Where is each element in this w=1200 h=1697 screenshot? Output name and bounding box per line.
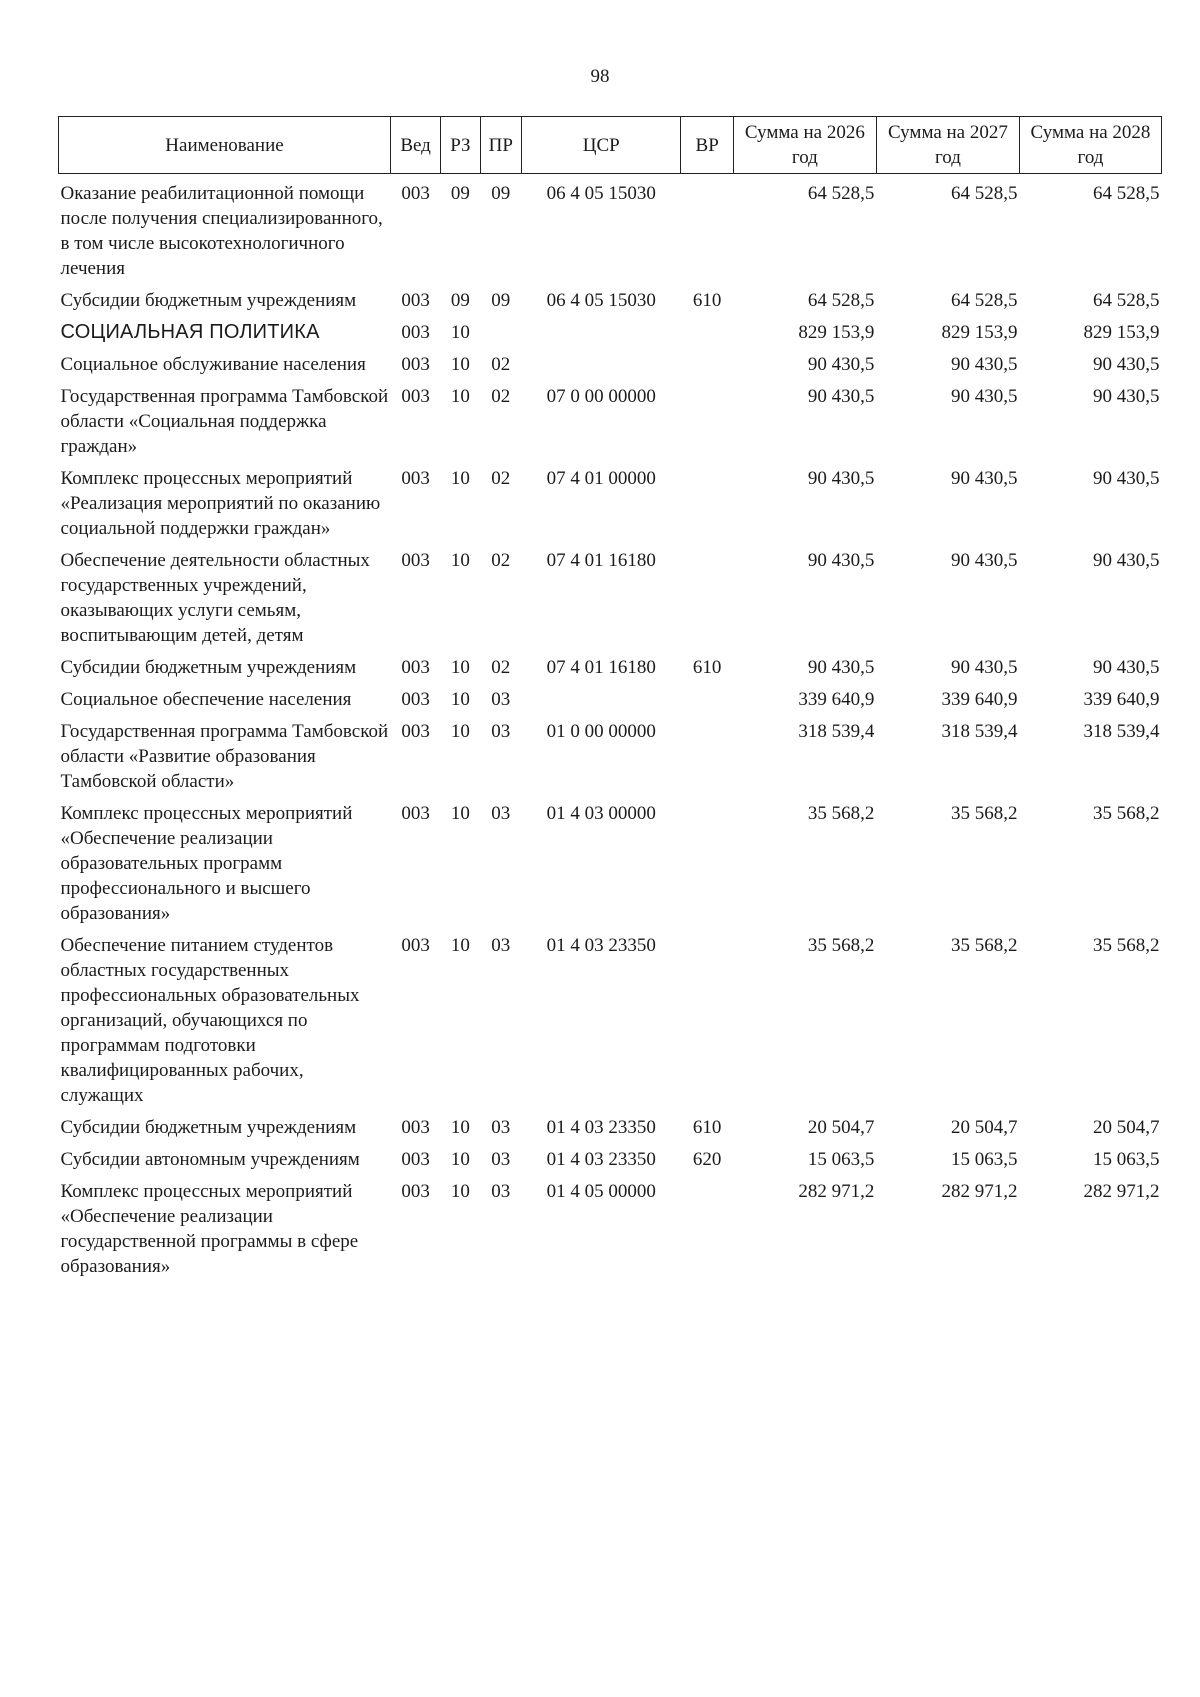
row-rz: 10 — [450, 354, 470, 375]
row-rz: 10 — [450, 657, 470, 678]
row-sum-2026: 15 063,5 — [807, 1149, 875, 1170]
row-rz: 10 — [450, 550, 470, 571]
table-row — [59, 459, 1162, 541]
row-ved: 003 — [401, 1181, 430, 1202]
row-name: Субсидии автономным учреждениям — [60, 1149, 360, 1170]
row-rz: 10 — [450, 721, 470, 742]
row-sum-2026: 90 430,5 — [807, 354, 875, 375]
row-vr — [681, 174, 733, 282]
row-pr: 02 — [491, 550, 511, 571]
table-row — [59, 313, 1162, 345]
row-pr: 03 — [491, 803, 511, 824]
row-sum-2027: 318 539,4 — [941, 721, 1018, 742]
row-sum-2027: 90 430,5 — [950, 468, 1018, 489]
table-row — [59, 345, 1162, 377]
row-ved: 003 — [401, 803, 430, 824]
row-ved: 003 — [401, 468, 430, 489]
row-sum-2028: 829 153,9 — [1083, 322, 1160, 343]
row-ved: 003 — [401, 322, 430, 343]
row-ved: 003 — [401, 386, 430, 407]
row-csr: 07 4 01 16180 — [546, 657, 656, 678]
row-sum-2027: 282 971,2 — [941, 1181, 1018, 1202]
row-ved: 003 — [401, 689, 430, 710]
row-csr: 01 4 03 23350 — [546, 935, 656, 956]
header-sum-2028: Сумма на 2028 год — [1019, 117, 1161, 174]
table-row — [59, 1140, 1162, 1172]
row-sum-2027: 64 528,5 — [950, 290, 1018, 311]
header-vr: ВР — [681, 117, 733, 174]
table-row — [59, 794, 1162, 926]
row-pr: 03 — [491, 935, 511, 956]
row-sum-2026: 90 430,5 — [807, 468, 875, 489]
row-vr — [681, 794, 733, 926]
row-pr: 02 — [491, 354, 511, 375]
row-sum-2028: 90 430,5 — [1093, 657, 1160, 678]
header-name: Наименование — [59, 117, 391, 174]
row-sum-2028: 339 640,9 — [1083, 689, 1160, 710]
row-csr: 06 4 05 15030 — [546, 183, 656, 204]
row-csr: 01 0 00 00000 — [546, 721, 656, 742]
row-sum-2028: 20 504,7 — [1093, 1117, 1160, 1138]
header-sum-2027: Сумма на 2027 год — [876, 117, 1019, 174]
row-sum-2026: 64 528,5 — [807, 290, 875, 311]
row-ved: 003 — [401, 935, 430, 956]
page-number: 98 — [590, 66, 610, 87]
row-vr — [681, 313, 733, 345]
row-sum-2026: 339 640,9 — [798, 689, 875, 710]
row-sum-2026: 35 568,2 — [807, 935, 875, 956]
row-sum-2026: 90 430,5 — [807, 657, 875, 678]
row-sum-2027: 64 528,5 — [950, 183, 1018, 204]
row-sum-2027: 90 430,5 — [950, 550, 1018, 571]
row-name: Комплекс процессных мероприятий «Реализация мероприятий по оказанию социальной поддержки граждан» — [60, 468, 381, 539]
header-ved: Вед — [390, 117, 440, 174]
row-name: СОЦИАЛЬНАЯ ПОЛИТИКА — [60, 321, 320, 343]
row-pr: 09 — [491, 183, 511, 204]
row-vr — [681, 926, 733, 1108]
row-name: Комплекс процессных мероприятий «Обеспечение реализации образовательных программ профессионального и высшего образования» — [60, 803, 353, 924]
table-row — [59, 926, 1162, 1108]
row-vr — [681, 541, 733, 648]
row-sum-2028: 318 539,4 — [1083, 721, 1160, 742]
row-name: Обеспечение деятельности областных государственных учреждений, оказывающих услуги семьям, воспитывающим детей, детям — [60, 550, 370, 646]
table-row — [59, 377, 1162, 459]
row-csr — [522, 680, 681, 712]
row-rz: 10 — [450, 468, 470, 489]
row-rz: 10 — [450, 689, 470, 710]
row-sum-2027: 35 568,2 — [950, 935, 1018, 956]
row-vr: 620 — [692, 1149, 722, 1170]
row-vr: 610 — [692, 657, 722, 678]
row-rz: 10 — [450, 935, 470, 956]
row-sum-2028: 282 971,2 — [1083, 1181, 1160, 1202]
row-sum-2028: 64 528,5 — [1093, 290, 1160, 311]
row-ved: 003 — [401, 354, 430, 375]
row-name: Социальное обслуживание населения — [60, 354, 366, 375]
row-vr — [681, 345, 733, 377]
row-pr: 02 — [491, 468, 511, 489]
row-sum-2026: 35 568,2 — [807, 803, 875, 824]
row-ved: 003 — [401, 657, 430, 678]
row-vr — [681, 459, 733, 541]
row-name: Государственная программа Тамбовской области «Развитие образования Тамбовской области» — [60, 721, 389, 792]
row-rz: 10 — [450, 1149, 470, 1170]
row-ved: 003 — [401, 550, 430, 571]
row-sum-2028: 90 430,5 — [1093, 468, 1160, 489]
table-body — [59, 174, 1162, 1280]
row-rz: 10 — [450, 1117, 470, 1138]
row-csr: 07 4 01 00000 — [546, 468, 656, 489]
row-sum-2027: 90 430,5 — [950, 657, 1018, 678]
row-sum-2026: 20 504,7 — [807, 1117, 875, 1138]
row-sum-2027: 15 063,5 — [950, 1149, 1018, 1170]
row-name: Социальное обеспечение населения — [60, 689, 352, 710]
row-csr: 01 4 05 00000 — [546, 1181, 656, 1202]
table-row — [59, 174, 1162, 282]
row-ved: 003 — [401, 183, 430, 204]
row-sum-2027: 829 153,9 — [941, 322, 1018, 343]
row-name: Комплекс процессных мероприятий «Обеспечение реализации государственной программы в сфере образования» — [60, 1181, 359, 1277]
row-sum-2028: 15 063,5 — [1093, 1149, 1160, 1170]
row-name: Субсидии бюджетным учреждениям — [60, 657, 357, 678]
row-sum-2026: 829 153,9 — [798, 322, 875, 343]
row-rz: 09 — [450, 183, 470, 204]
row-pr: 03 — [491, 1149, 511, 1170]
row-rz: 10 — [450, 322, 470, 343]
row-csr: 07 4 01 16180 — [546, 550, 656, 571]
row-csr: 06 4 05 15030 — [546, 290, 656, 311]
row-sum-2026: 318 539,4 — [798, 721, 875, 742]
row-csr: 07 0 00 00000 — [546, 386, 656, 407]
table-header — [59, 117, 1162, 174]
header-csr: ЦСР — [522, 117, 681, 174]
table-row — [59, 648, 1162, 680]
budget-table — [58, 116, 1162, 1279]
header-rz: РЗ — [441, 117, 480, 174]
row-rz: 10 — [450, 803, 470, 824]
row-sum-2027: 90 430,5 — [950, 354, 1018, 375]
row-vr — [681, 1172, 733, 1279]
row-ved: 003 — [401, 1117, 430, 1138]
row-pr: 03 — [491, 721, 511, 742]
row-vr: 610 — [692, 290, 722, 311]
row-rz: 10 — [450, 1181, 470, 1202]
row-ved: 003 — [401, 290, 430, 311]
row-vr — [681, 712, 733, 794]
row-sum-2028: 64 528,5 — [1093, 183, 1160, 204]
row-pr: 03 — [491, 689, 511, 710]
row-ved: 003 — [401, 721, 430, 742]
row-pr: 02 — [491, 386, 511, 407]
row-sum-2027: 35 568,2 — [950, 803, 1018, 824]
row-sum-2026: 90 430,5 — [807, 550, 875, 571]
row-name: Обеспечение питанием студентов областных государственных профессиональных образовательных организаций, обучающихся по программам подготовки квалифицированных рабочих, служащих — [60, 935, 360, 1106]
row-ved: 003 — [401, 1149, 430, 1170]
row-csr: 01 4 03 23350 — [546, 1149, 656, 1170]
row-csr — [522, 345, 681, 377]
row-sum-2027: 20 504,7 — [950, 1117, 1018, 1138]
table-row — [59, 281, 1162, 313]
table-row — [59, 712, 1162, 794]
row-sum-2028: 35 568,2 — [1093, 803, 1160, 824]
row-vr — [681, 377, 733, 459]
row-rz: 09 — [450, 290, 470, 311]
header-sum-2026: Сумма на 2026 год — [733, 117, 876, 174]
row-sum-2026: 282 971,2 — [798, 1181, 875, 1202]
row-name: Государственная программа Тамбовской области «Социальная поддержка граждан» — [60, 386, 389, 457]
row-csr: 01 4 03 23350 — [546, 1117, 656, 1138]
row-csr — [522, 313, 681, 345]
table-row — [59, 680, 1162, 712]
row-sum-2028: 90 430,5 — [1093, 550, 1160, 571]
row-csr: 01 4 03 00000 — [546, 803, 656, 824]
table-row — [59, 1108, 1162, 1140]
header-pr: ПР — [480, 117, 521, 174]
row-pr: 09 — [491, 290, 511, 311]
row-sum-2028: 90 430,5 — [1093, 386, 1160, 407]
row-pr — [480, 313, 521, 345]
row-sum-2028: 35 568,2 — [1093, 935, 1160, 956]
row-rz: 10 — [450, 386, 470, 407]
row-sum-2026: 90 430,5 — [807, 386, 875, 407]
row-sum-2027: 90 430,5 — [950, 386, 1018, 407]
row-name: Субсидии бюджетным учреждениям — [60, 290, 357, 311]
row-pr: 03 — [491, 1117, 511, 1138]
row-sum-2027: 339 640,9 — [941, 689, 1018, 710]
row-name: Оказание реабилитационной помощи после получения специализированного, в том числе высокотехнологичного лечения — [60, 183, 383, 279]
row-pr: 02 — [491, 657, 511, 678]
row-pr: 03 — [491, 1181, 511, 1202]
table-row — [59, 541, 1162, 648]
row-vr: 610 — [692, 1117, 722, 1138]
row-sum-2026: 64 528,5 — [807, 183, 875, 204]
row-name: Субсидии бюджетным учреждениям — [60, 1117, 357, 1138]
row-sum-2028: 90 430,5 — [1093, 354, 1160, 375]
table-row — [59, 1172, 1162, 1279]
row-vr — [681, 680, 733, 712]
